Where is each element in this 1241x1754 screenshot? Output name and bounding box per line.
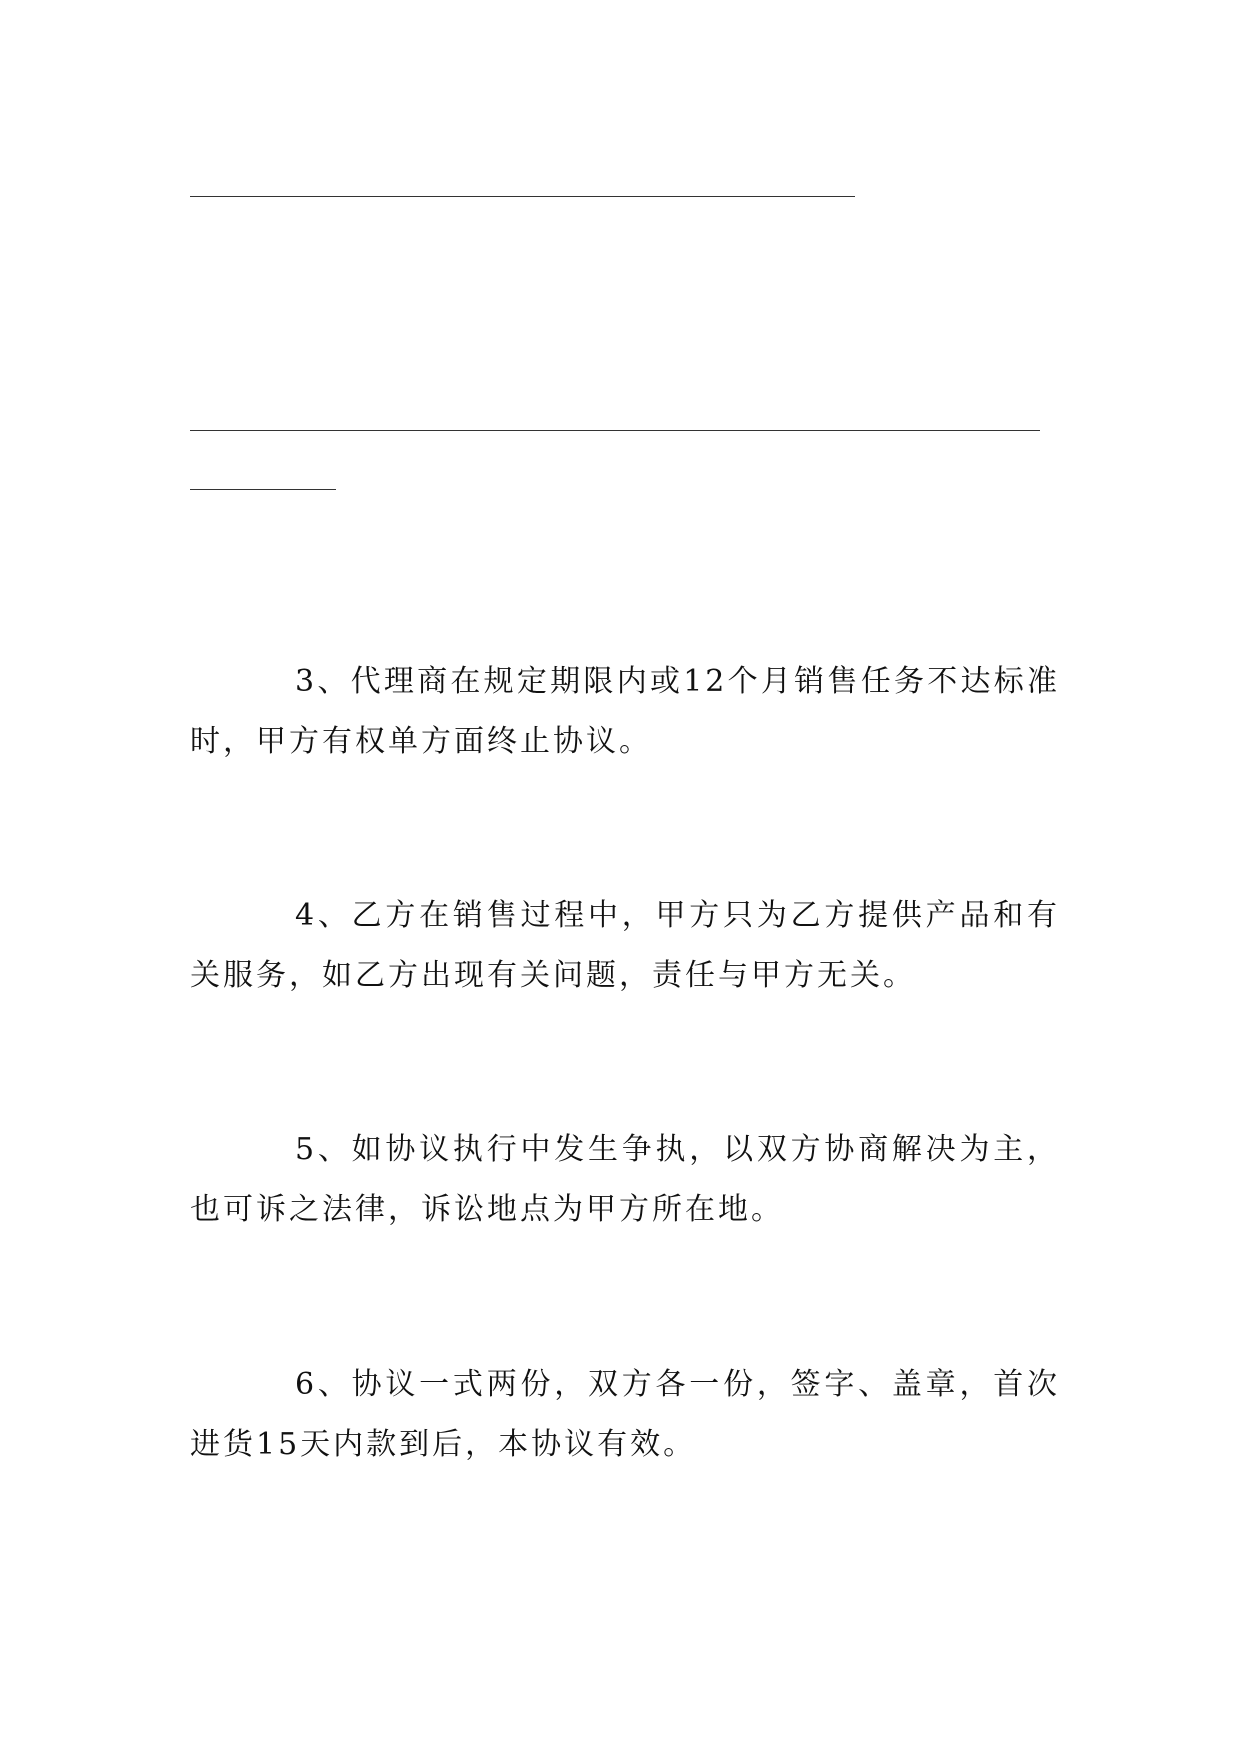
clause-5-paragraph: 5、如协议执行中发生争执，以双方协商解决为主，也可诉之法律，诉讼地点为甲方所在地。: [190, 1132, 1060, 1227]
blank-fill-line: [190, 430, 1040, 431]
blank-fill-line: [190, 196, 855, 197]
clause-4-paragraph: 4、乙方在销售过程中，甲方只为乙方提供产品和有关服务，如乙方出现有关问题，责任与甲方无关。: [190, 898, 1060, 993]
clause-3-paragraph: 3、代理商在规定期限内或12个月销售任务不达标准时，甲方有权单方面终止协议。: [190, 664, 1060, 759]
clause-6-paragraph: 6、协议一式两份，双方各一份，签字、盖章，首次进货15天内款到后，本协议有效。: [190, 1367, 1060, 1462]
blank-fill-line: [190, 489, 336, 490]
